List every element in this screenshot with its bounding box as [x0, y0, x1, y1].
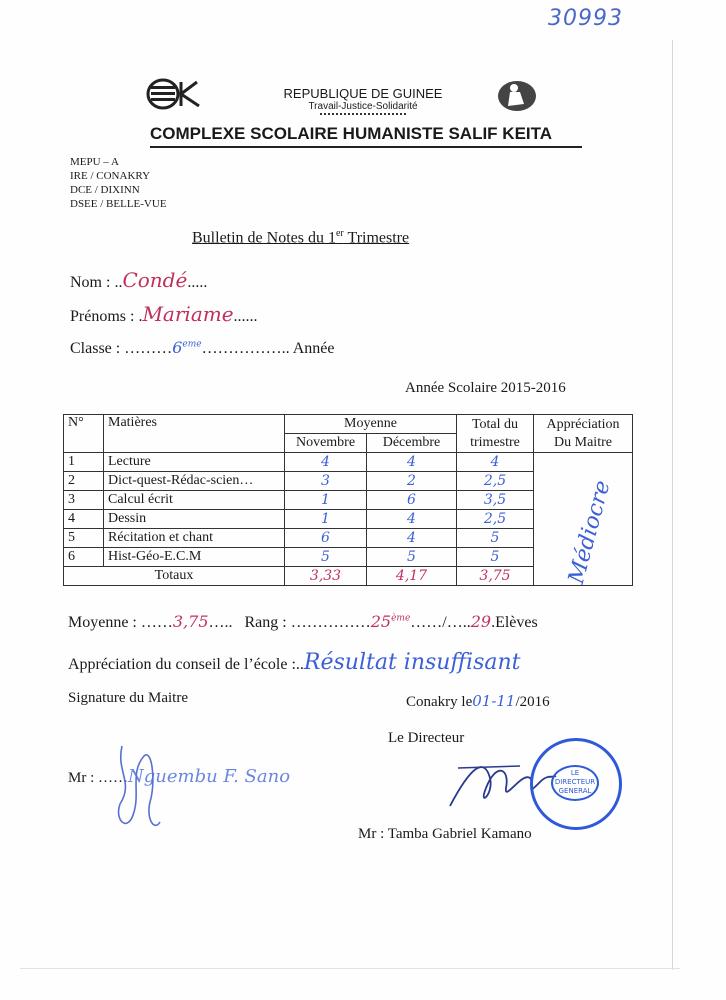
average-line: Moyenne : ……3,75….. Rang : ……………25ème……/…..29.Elèves — [68, 612, 538, 631]
teacher-signature-label: Signature du Maitre — [68, 690, 188, 706]
teacher-appreciation: Médiocre — [564, 477, 616, 587]
admin-line: DSEE / BELLE-VUE — [70, 198, 167, 210]
table-row: 5 Récitation et chant 6 4 5 — [64, 529, 633, 548]
header-average: Moyenne — [285, 415, 457, 434]
teacher-signature-scribble — [110, 742, 170, 838]
date-line: Conakry le01-11/2016 — [406, 692, 550, 710]
divider — [320, 113, 406, 117]
republic-title: REPUBLIQUE DE GUINEE — [283, 86, 443, 101]
school-name: COMPLEXE SCOLAIRE HUMANISTE SALIF KEITA — [150, 124, 553, 143]
header-num: N° — [64, 415, 104, 453]
director-name: Mr : Tamba Gabriel Kamano — [358, 826, 532, 842]
director-label: Le Directeur — [388, 730, 465, 746]
totals-row: Totaux 3,33 4,17 3,75 — [64, 567, 633, 586]
admin-line: IRE / CONAKRY — [70, 170, 151, 182]
page-edge-bottom — [20, 968, 680, 969]
reference-number: 30993 — [548, 6, 623, 31]
admin-line: MEPU – A — [70, 156, 119, 168]
school-year: Année Scolaire 2015-2016 — [405, 380, 566, 396]
table-row: 4 Dessin 1 4 2,5 — [64, 510, 633, 529]
admin-line: DCE / DIXINN — [70, 184, 140, 196]
motto: Travail-Justice-Solidarité — [308, 101, 418, 112]
table-row: 1 Lecture 4 4 4 — [64, 453, 633, 472]
page-title: Bulletin de Notes du 1er Trimestre — [192, 228, 410, 247]
header-november: Novembre — [285, 434, 367, 453]
student-class: Classe : ………6eme…………….. Année — [70, 338, 335, 357]
header-subject: Matières — [104, 415, 285, 453]
teacher-name-line: Mr : ……Nguembu F. Sano — [68, 766, 291, 787]
divider — [150, 146, 582, 148]
council-appreciation: Appréciation du conseil de l’école :..Résultat insuffisant — [68, 650, 521, 675]
student-firstname: Prénoms : .Mariame...... — [70, 302, 258, 326]
student-name: Nom : ..Condé..... — [70, 268, 208, 292]
table-row: 3 Calcul écrit 1 6 3,5 — [64, 491, 633, 510]
header-appreciation: Appréciation Du Maitre — [534, 415, 633, 453]
header-december: Décembre — [367, 434, 457, 453]
table-row: 2 Dict-quest-Rédac-scien… 3 2 2,5 — [64, 472, 633, 491]
page-edge — [672, 40, 673, 970]
table-row: 6 Hist-Géo-E.C.M 5 5 5 — [64, 548, 633, 567]
header-total: Total du trimestre — [457, 415, 534, 453]
school-stamp: LE DIRECTEUR GENERAL — [530, 738, 622, 830]
